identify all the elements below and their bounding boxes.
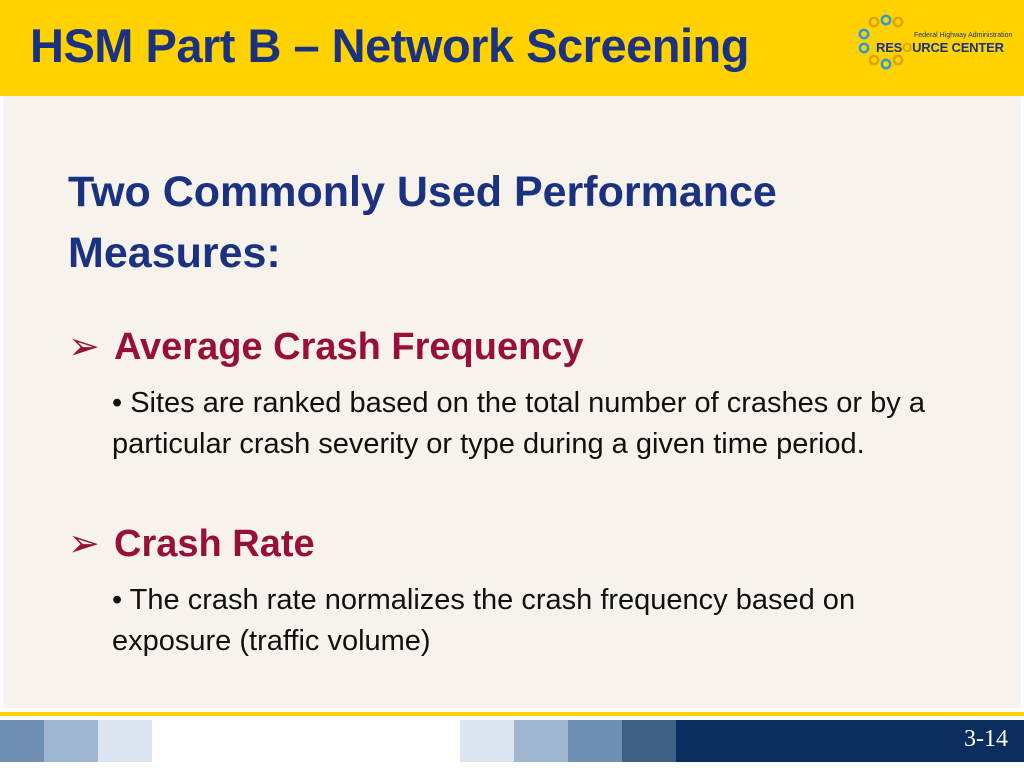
bullet-label: Average Crash Frequency [114, 326, 584, 368]
slide-title: HSM Part B – Network Screening [30, 19, 749, 72]
footer-block [152, 720, 460, 762]
bullet-detail: • Sites are ranked based on the total number of crashes or by a particular crash severity or type during a given time period. [112, 387, 925, 460]
footer-block [514, 720, 568, 762]
bullet-average-crash-frequency [68, 324, 584, 370]
arrow-bullet-icon: ➢ [68, 326, 100, 368]
footer-block [460, 720, 514, 762]
logo-main-o: O [902, 40, 913, 55]
footer-block [568, 720, 622, 762]
bullet-crash-rate [68, 521, 315, 567]
logo-main-text [876, 40, 1004, 55]
page-number: 3-14 [964, 726, 1008, 752]
bullet-detail: • The crash rate normalizes the crash frequency based on exposure (traffic volume) [112, 584, 856, 657]
logo-main-prefix: RES [876, 40, 903, 55]
footer-block [98, 720, 152, 762]
title-bar [0, 0, 1024, 96]
footer-bar [0, 716, 1024, 762]
footer-block [44, 720, 98, 762]
footer-block [0, 720, 44, 762]
bullet-label: Crash Rate [114, 523, 315, 565]
logo-agency-text: Federal Highway Administration [914, 32, 1013, 39]
footer-block [622, 720, 676, 762]
section-heading: Two Commonly Used Performance Measures: [68, 168, 777, 277]
logo-main-suffix: URCE CENTER [912, 40, 1004, 55]
arrow-bullet-icon: ➢ [68, 523, 100, 565]
resource-center-logo [856, 14, 1016, 80]
